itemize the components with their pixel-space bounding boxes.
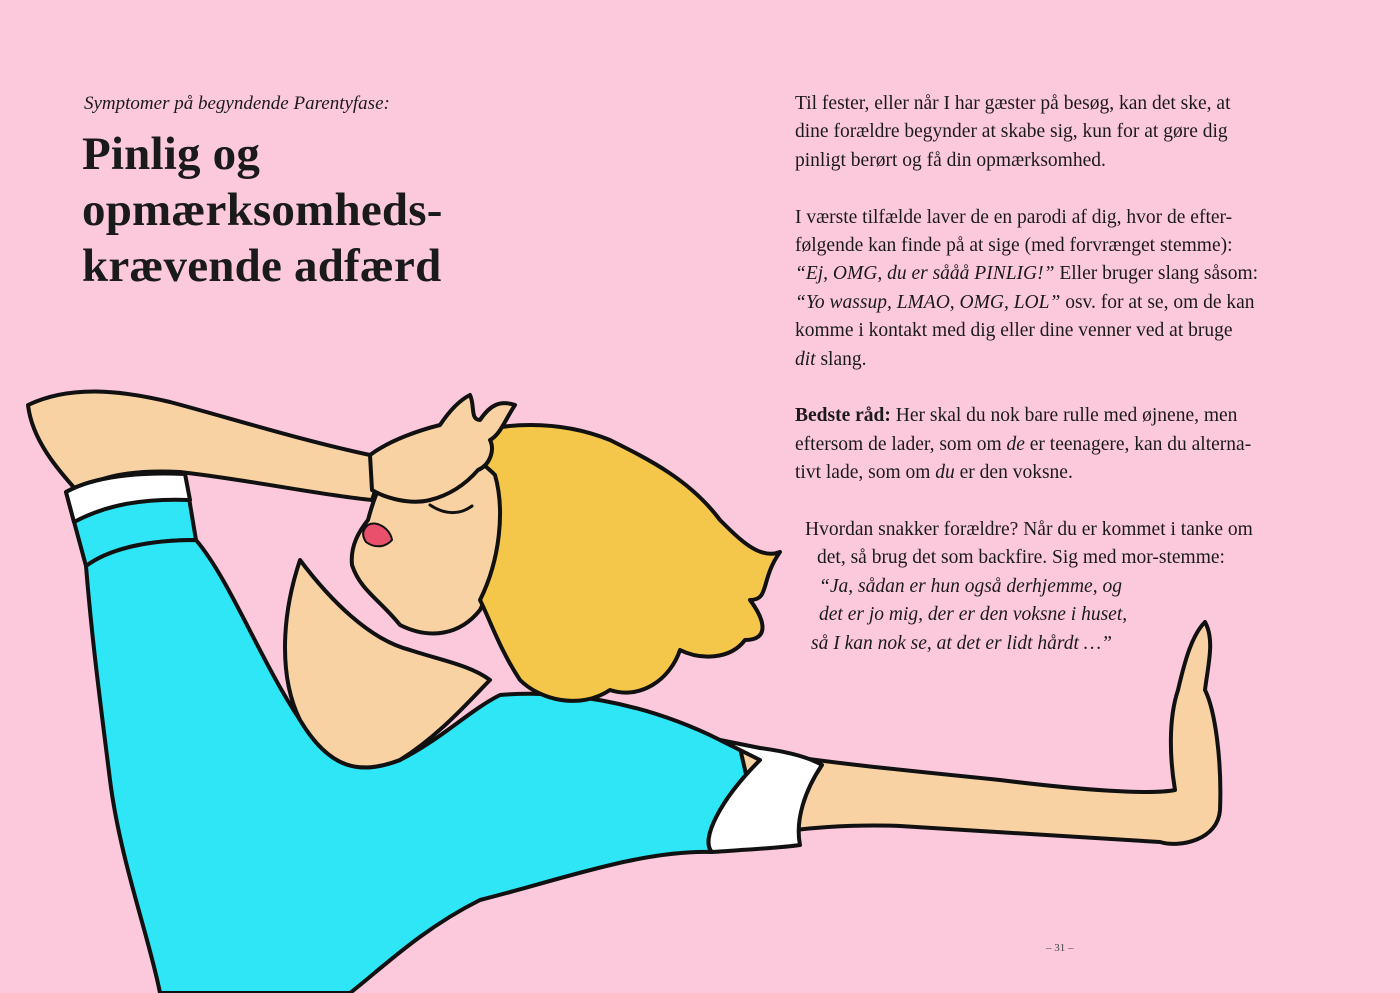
title-line: opmærksomheds- [82,184,443,236]
emphasis: de [1006,433,1025,455]
title-line: Pinlig og [82,128,261,180]
page-number: – 31 – [1046,942,1074,954]
text-run: slang. [815,348,867,370]
text-line [795,289,1325,317]
quote-line: Hvordan snakker forældre? Når du er kommet i tanke om [805,519,1253,540]
text-line: pinligt berørt og få din opmærksomhed. [795,149,1106,171]
paragraph-1 [795,90,1325,175]
quote-line: så I kan nok se, at det er lidt hårdt …” [811,632,1112,654]
quote-line: “Ja, sådan er hun også derhjemme, og [819,575,1122,597]
advice-label: Bedste råd: [795,405,891,427]
text-line: dine forældre begynder at skabe sig, kun for at gøre dig [795,121,1228,143]
quote-block [805,516,1345,658]
text-line: følgende kan finde på at sige (med forvrænget stemme): [795,235,1233,257]
page-title [82,126,522,294]
quoted-slang: “Ej, OMG, du er sååå PINLIG!” [795,263,1055,285]
text-run: Her skal du nok bare rulle med øjnene, men [890,405,1238,427]
quoted-slang: “Yo wassup, LMAO, OMG, LOL” [795,291,1061,313]
text-line [795,260,1325,288]
text-run: Eller bruger slang såsom: [1054,263,1259,285]
text-line: Til fester, eller når I har gæster på besøg, kan det ske, at [795,93,1231,114]
paragraph-3 [795,402,1325,487]
text-line [795,459,1325,487]
quote-line: det er jo mig, der er den voksne i huset, [819,604,1128,626]
text-run: eftersom de lader, som om [795,433,1007,455]
quote-line: det, så brug det som backfire. Sig med mor-stemme: [817,547,1225,569]
text-line: komme i kontakt med dig eller dine venner ved at bruge [795,320,1233,342]
emphasis: dit [795,348,816,370]
paragraph-2 [795,204,1325,374]
emphasis: du [935,462,955,484]
title-line: krævende adfærd [82,240,442,292]
text-line [795,346,1325,374]
text-run: er teenagere, kan du alterna- [1024,433,1252,455]
body-text [795,90,1325,516]
hair [455,425,780,701]
text-run: osv. for at se, om de kan [1060,291,1255,313]
text-run: er den voksne. [954,462,1073,484]
text-line: I værste tilfælde laver de en parodi af dig, hvor de efter- [795,206,1233,228]
text-line [795,402,1325,430]
text-run: tivt lade, som om [795,462,936,484]
section-subtitle: Symptomer på begyndende Parentyfase: [84,93,390,114]
text-line [795,431,1325,459]
